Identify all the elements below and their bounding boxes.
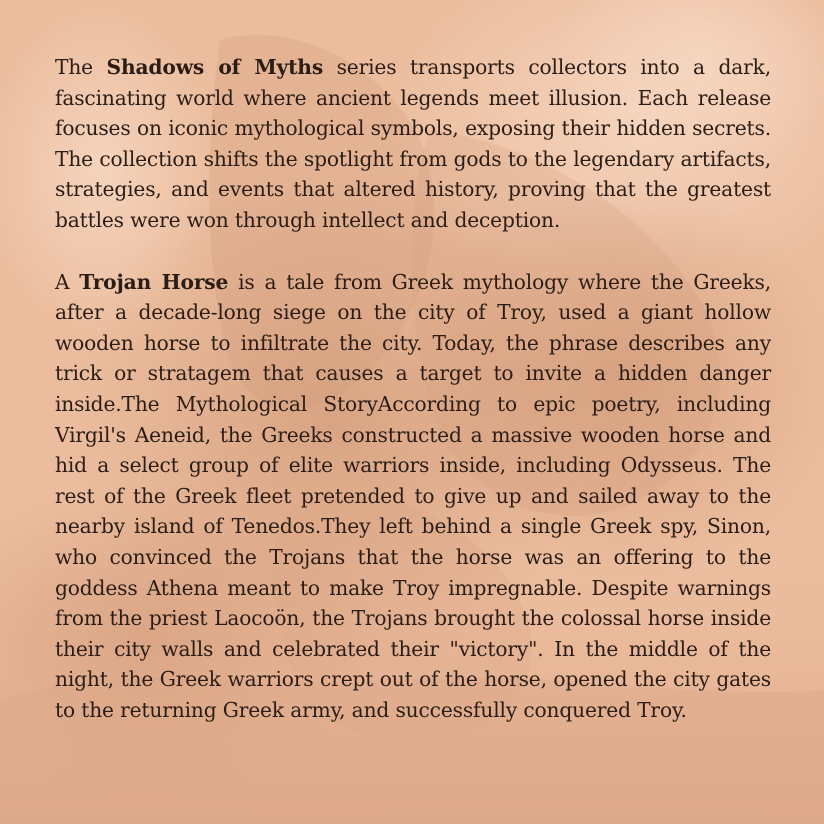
text-content [55, 52, 771, 725]
intro-paragraph [55, 52, 771, 236]
trojan-text: is a tale from Greek mythology where the Greeks, after a decade-long siege on the city of Troy, used a giant hollow wooden horse to infiltrate the city. Today, the phrase describes any trick or stratagem that causes a target to invite a hidden danger inside.The Mythological StoryAccording to epic poetry, including Virgil's Aeneid, the Greeks constructed a massive wooden horse and hid a select group of elite warriors inside, including Odysseus. The rest of the Greek fleet pretended to give up and sailed away to the nearby island of Tenedos.They left behind a single Greek spy, Sinon, who convinced the Trojans that the horse was an offering to the goddess Athena meant to make Troy impregnable. Despite warnings from the priest Laocoön, the Trojans brought the colossal horse inside their city walls and celebrated their "victory". In the middle of the night, the Greek warriors crept out of the horse, opened the city gates to the returning Greek army, and successfully conquered Troy. [55, 269, 771, 722]
trojan-paragraph [55, 267, 771, 726]
trojan-lead: A [55, 269, 80, 294]
series-name: Shadows of Myths [106, 55, 324, 79]
trojan-horse-term: Trojan Horse [79, 269, 229, 294]
intro-lead: The [55, 55, 107, 79]
intro-text: series transports collectors into a dark, fascinating world where ancient legends meet illusion. Each release focuses on iconic mythological symbols, exposing their hidden secrets. The collection shifts the spotlight from gods to the legendary artifacts, strategies, and events that altered history, proving that the greatest battles were won through intellect and deception. [55, 55, 771, 232]
